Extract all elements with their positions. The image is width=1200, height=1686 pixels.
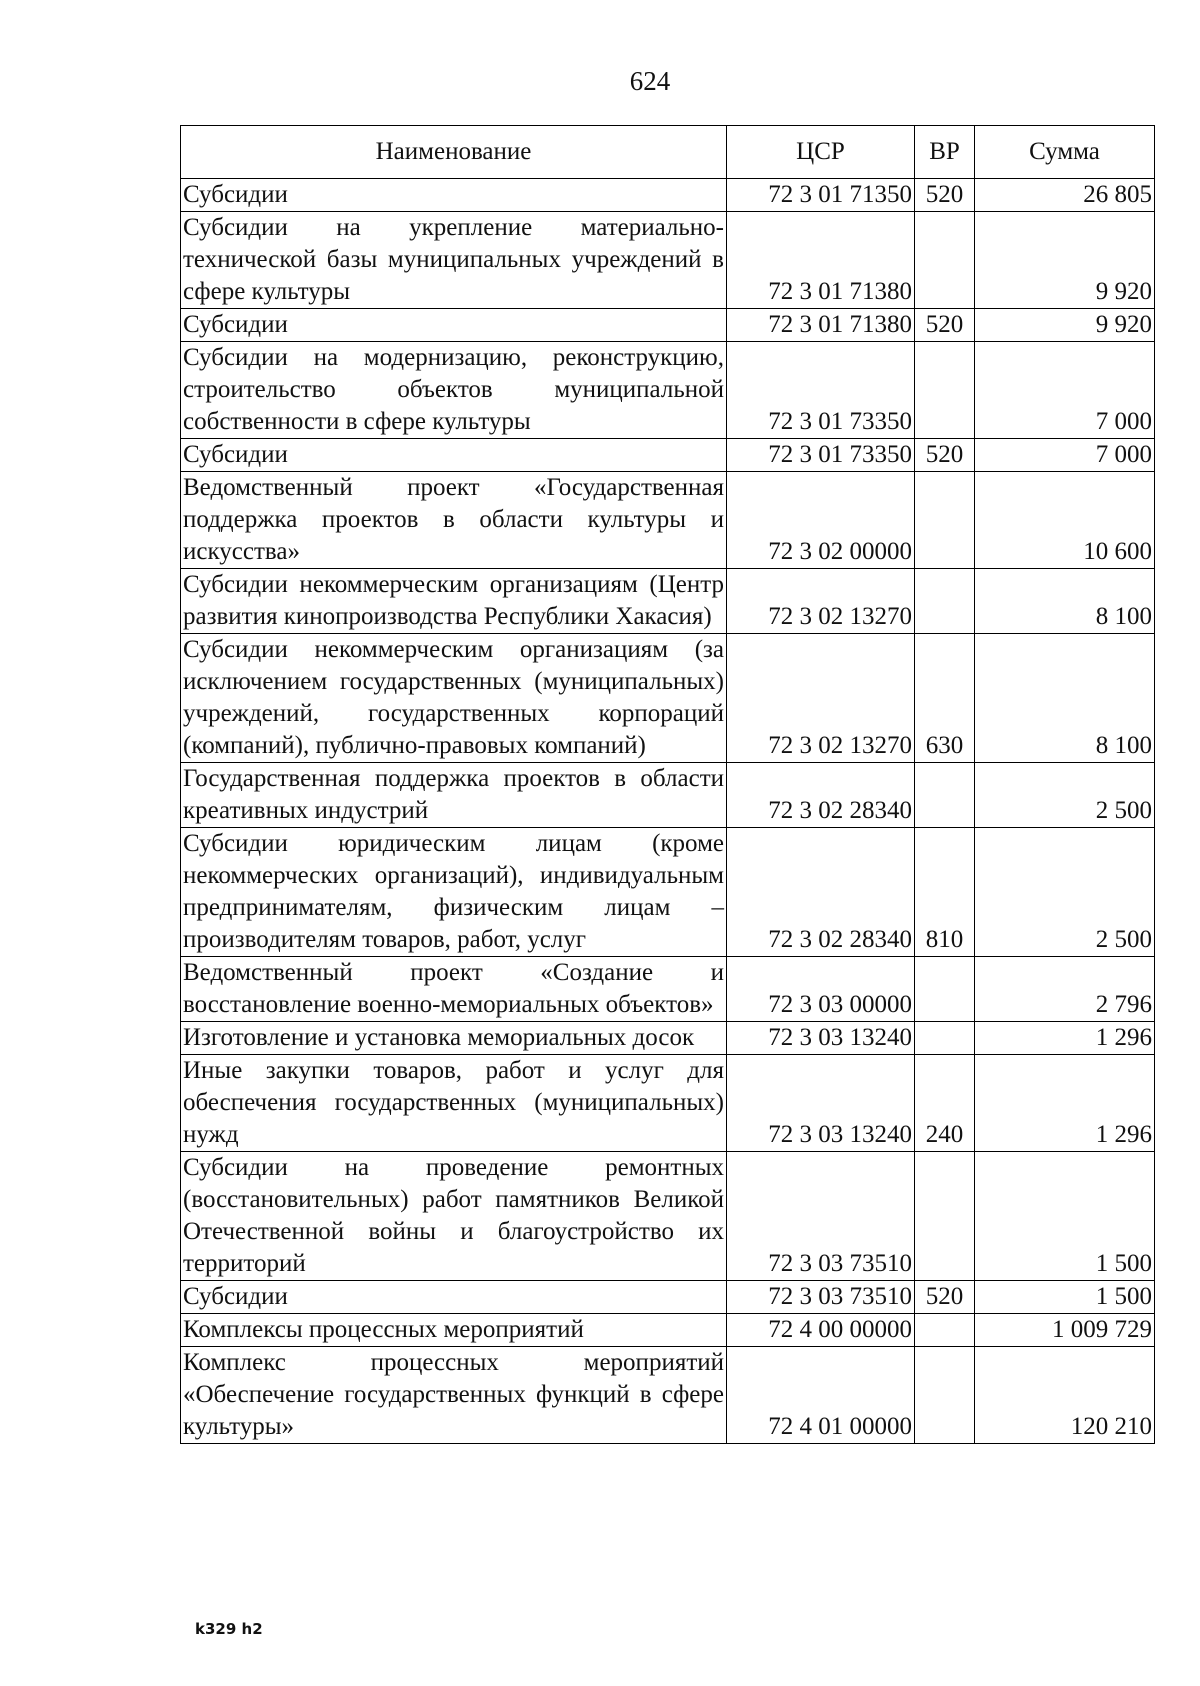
row-name: Субсидии — [181, 439, 727, 472]
row-vr — [915, 1022, 975, 1055]
table-row — [181, 828, 1155, 957]
row-name: Субсидии на проведение ремонтных (восстановительных) работ памятников Великой Отечественной войны и благоустройство их территорий — [181, 1152, 727, 1281]
row-csr: 72 3 03 73510 — [727, 1152, 915, 1281]
row-sum: 7 000 — [975, 342, 1155, 439]
table-row — [181, 342, 1155, 439]
row-vr — [915, 1314, 975, 1347]
table-row — [181, 309, 1155, 342]
row-name: Ведомственный проект «Создание и восстановление военно-мемориальных объектов» — [181, 957, 727, 1022]
table-row — [181, 439, 1155, 472]
page-number: 624 — [629, 66, 671, 96]
row-sum: 9 920 — [975, 212, 1155, 309]
row-vr: 520 — [915, 1281, 975, 1314]
table-row — [181, 1314, 1155, 1347]
header-csr: ЦСР — [727, 126, 915, 179]
row-sum: 7 000 — [975, 439, 1155, 472]
row-csr: 72 3 01 73350 — [727, 439, 915, 472]
table-header-row — [181, 126, 1155, 179]
table-row — [181, 1022, 1155, 1055]
row-csr: 72 3 03 13240 — [727, 1022, 915, 1055]
row-sum: 8 100 — [975, 569, 1155, 634]
row-sum: 2 500 — [975, 828, 1155, 957]
row-vr — [915, 342, 975, 439]
row-sum: 10 600 — [975, 472, 1155, 569]
row-name: Ведомственный проект «Государственная поддержка проектов в области культуры и искусства» — [181, 472, 727, 569]
row-name: Комплекс процессных мероприятий «Обеспечение государственных функций в сфере культуры» — [181, 1347, 727, 1444]
table-row — [181, 472, 1155, 569]
row-name: Изготовление и установка мемориальных досок — [181, 1022, 727, 1055]
row-vr — [915, 763, 975, 828]
row-csr: 72 3 01 73350 — [727, 342, 915, 439]
table-row — [181, 569, 1155, 634]
row-name: Комплексы процессных мероприятий — [181, 1314, 727, 1347]
row-vr — [915, 472, 975, 569]
row-name: Иные закупки товаров, работ и услуг для обеспечения государственных (муниципальных) нужд — [181, 1055, 727, 1152]
row-sum: 8 100 — [975, 634, 1155, 763]
row-vr: 810 — [915, 828, 975, 957]
row-vr: 630 — [915, 634, 975, 763]
row-vr: 240 — [915, 1055, 975, 1152]
table-row — [181, 763, 1155, 828]
row-name: Субсидии — [181, 1281, 727, 1314]
table-row — [181, 1347, 1155, 1444]
row-csr: 72 3 02 28340 — [727, 828, 915, 957]
row-name: Субсидии юридическим лицам (кроме некоммерческих организаций), индивидуальным предпринимателям, физическим лицам – производителям товаров, работ, услуг — [181, 828, 727, 957]
row-csr: 72 3 02 28340 — [727, 763, 915, 828]
row-sum: 1 009 729 — [975, 1314, 1155, 1347]
row-sum: 2 500 — [975, 763, 1155, 828]
table-row — [181, 1055, 1155, 1152]
header-sum: Сумма — [975, 126, 1155, 179]
table-row — [181, 634, 1155, 763]
row-vr — [915, 569, 975, 634]
row-name: Субсидии — [181, 309, 727, 342]
row-sum: 2 796 — [975, 957, 1155, 1022]
row-sum: 120 210 — [975, 1347, 1155, 1444]
row-sum: 1 296 — [975, 1055, 1155, 1152]
row-vr — [915, 212, 975, 309]
table-row — [181, 957, 1155, 1022]
row-sum: 1 500 — [975, 1152, 1155, 1281]
header-name: Наименование — [181, 126, 727, 179]
table-row — [181, 212, 1155, 309]
row-vr — [915, 1152, 975, 1281]
table-row — [181, 1152, 1155, 1281]
row-name: Субсидии — [181, 179, 727, 212]
row-vr: 520 — [915, 179, 975, 212]
row-csr: 72 4 00 00000 — [727, 1314, 915, 1347]
row-sum: 26 805 — [975, 179, 1155, 212]
row-csr: 72 3 03 13240 — [727, 1055, 915, 1152]
row-sum: 9 920 — [975, 309, 1155, 342]
header-vr: ВР — [915, 126, 975, 179]
row-sum: 1 296 — [975, 1022, 1155, 1055]
table-row — [181, 179, 1155, 212]
row-csr: 72 3 01 71380 — [727, 309, 915, 342]
row-name: Субсидии на укрепление материально-технической базы муниципальных учреждений в сфере культуры — [181, 212, 727, 309]
row-csr: 72 3 01 71350 — [727, 179, 915, 212]
row-vr — [915, 957, 975, 1022]
footer-code: k329 h2 — [195, 1620, 263, 1638]
row-csr: 72 4 01 00000 — [727, 1347, 915, 1444]
row-vr: 520 — [915, 439, 975, 472]
budget-table — [180, 125, 1155, 1444]
row-sum: 1 500 — [975, 1281, 1155, 1314]
row-name: Субсидии некоммерческим организациям (Центр развития кинопроизводства Республики Хакасия) — [181, 569, 727, 634]
row-csr: 72 3 02 00000 — [727, 472, 915, 569]
row-name: Субсидии на модернизацию, реконструкцию, строительство объектов муниципальной собственности в сфере культуры — [181, 342, 727, 439]
row-vr: 520 — [915, 309, 975, 342]
row-csr: 72 3 02 13270 — [727, 634, 915, 763]
row-vr — [915, 1347, 975, 1444]
row-csr: 72 3 03 73510 — [727, 1281, 915, 1314]
row-csr: 72 3 02 13270 — [727, 569, 915, 634]
row-name: Субсидии некоммерческим организациям (за исключением государственных (муниципальных) учреждений, государственных корпораций (компаний), публично-правовых компаний) — [181, 634, 727, 763]
row-csr: 72 3 03 00000 — [727, 957, 915, 1022]
table-row — [181, 1281, 1155, 1314]
row-csr: 72 3 01 71380 — [727, 212, 915, 309]
row-name: Государственная поддержка проектов в области креативных индустрий — [181, 763, 727, 828]
budget-table-container — [180, 125, 1154, 1444]
